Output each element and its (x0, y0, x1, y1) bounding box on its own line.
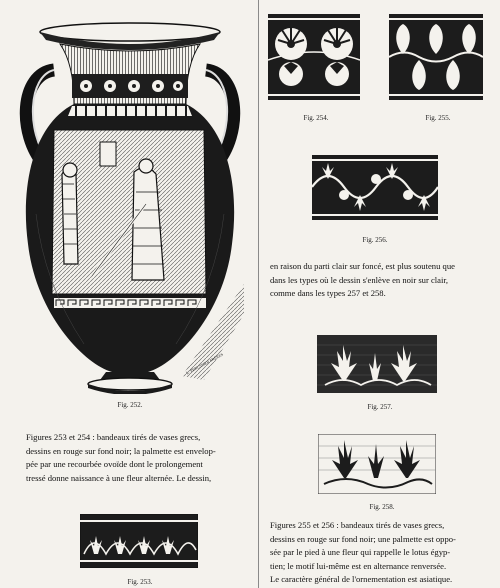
caption-fig-258: Fig. 258. (369, 503, 395, 511)
caption-fig-252: Fig. 252. (117, 401, 143, 409)
left-paragraph-line: tressé donne naissance à une fleur alternée. Le dessin, (26, 472, 212, 483)
figure-255-band (389, 14, 483, 100)
right-paragraph-2-line: Le caractère général de l'ornementation est asiatique. (270, 574, 453, 585)
figure-258-band (318, 434, 436, 494)
figure-256-band (312, 155, 438, 220)
left-paragraph-line: pée par une recourbée ovoïde dont le prolongement (26, 459, 203, 470)
caption-fig-255: Fig. 255. (425, 114, 451, 122)
right-paragraph-1-line: comme dans les types 257 et 258. (270, 288, 386, 299)
right-paragraph-1-line: en raison du parti clair sur foncé, est plus soutenu que (270, 261, 455, 271)
left-paragraph-line: Figures 253 et 254 : bandeaux tirés de vases grecs, (26, 432, 201, 442)
figure-252-amphora (14, 14, 246, 394)
figure-257-band (317, 335, 437, 393)
caption-fig-257: Fig. 257. (367, 403, 393, 411)
right-paragraph-2 (270, 519, 488, 587)
right-paragraph-1-line: dans les types où le dessin s'enlève en noir sur clair, (270, 274, 449, 285)
figure-253-band (80, 514, 198, 568)
right-paragraph-1 (270, 260, 488, 301)
right-paragraph-2-line: dessins en rouge sur fond noir; une palmette est oppo- (270, 533, 456, 544)
right-paragraph-2-line: Figures 255 et 256 : bandeaux tirés de vases grecs, (270, 520, 445, 530)
caption-fig-253: Fig. 253. (127, 578, 153, 586)
left-paragraph (26, 431, 248, 485)
engraver-signature: L. PERUSSIER FRÈRES (185, 351, 224, 376)
right-paragraph-2-line: sée par le pied à une fleur qui rappelle le lotus égyp- (270, 547, 451, 558)
caption-fig-254: Fig. 254. (303, 114, 329, 122)
left-paragraph-line: dessins en rouge sur fond noir; la palmette est envelop- (26, 445, 216, 456)
right-paragraph-2-line: tien; le motif lui-même est en alternance renversée. (270, 560, 447, 571)
figure-254-band (268, 14, 360, 100)
caption-fig-256: Fig. 256. (362, 236, 388, 244)
column-divider (258, 0, 259, 588)
